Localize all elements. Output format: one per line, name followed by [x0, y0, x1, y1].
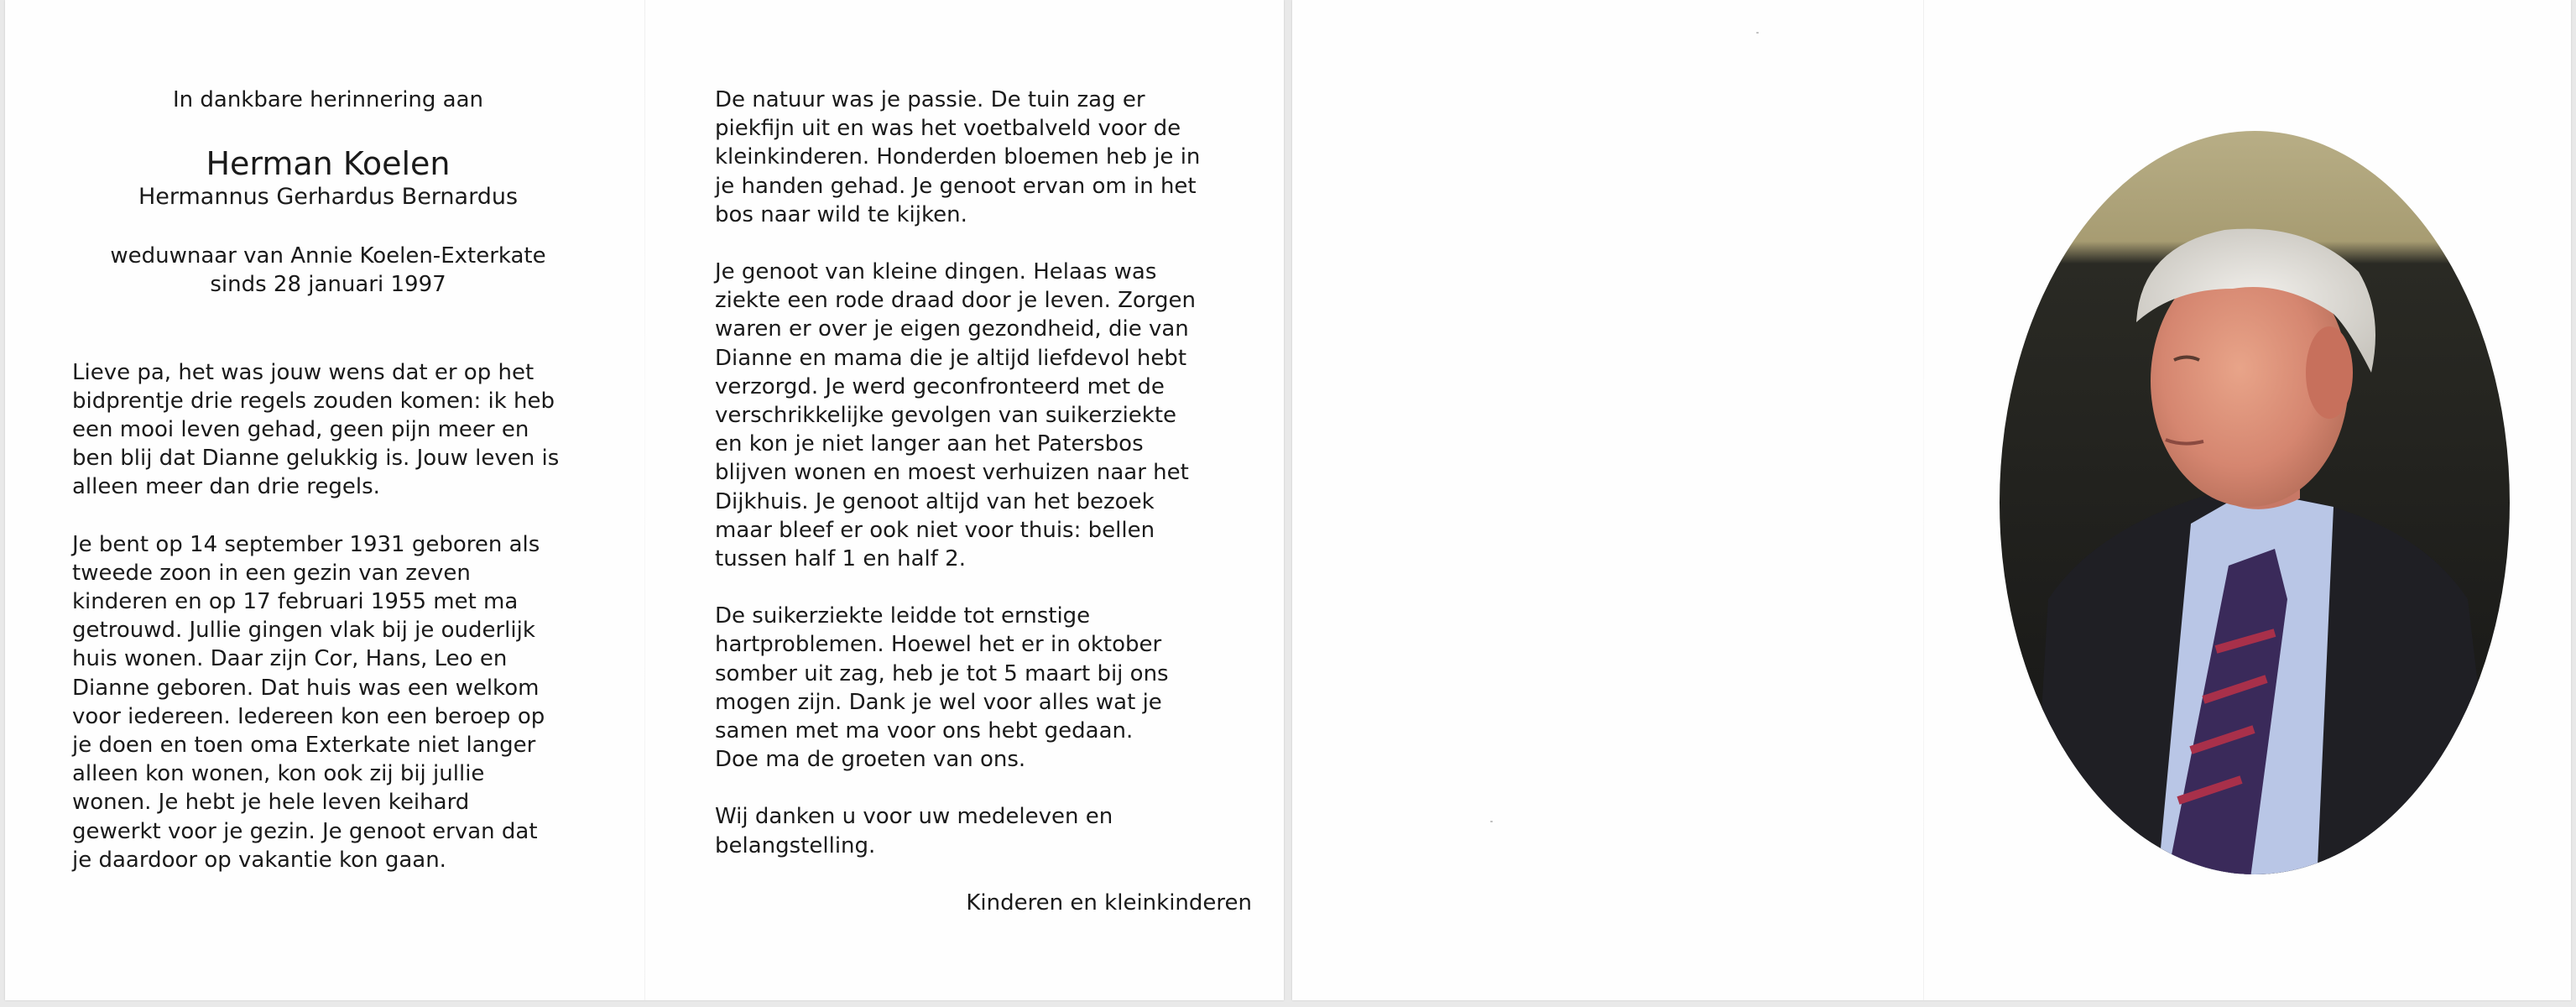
paper-speck	[1490, 821, 1493, 822]
page-1	[72, 86, 609, 874]
deceased-full-name: Hermannus Gerhardus Bernardus	[138, 184, 519, 211]
paragraph: De suikerziekte leidde tot ernstige hartproblemen. Hoewel het er in oktober somber uit zag, heb je tot 5 maart bij ons mogen zijn. Dank je wel voor alles wat je samen met ma voor ons hebt gedaan. Doe ma de groeten van ons.	[715, 603, 1169, 773]
portrait-photo	[1998, 129, 2511, 876]
paragraph: Je genoot van kleine dingen. Helaas was ziekte een rode draad door je leven. Zorgen waren er over je eigen gezondheid, die van Dianne en mama die je altijd liefdevol hebt verzorgd. Je werd geconfronteerd met de verschrikkelijke gevolgen van suikerziekte en kon je niet langer aan het Patersbos blijven wonen en moest verhuizen naar het Dijkhuis. Je genoot altijd van het bezoek maar bleef er ook niet voor thuis: bellen tussen half 1 en half 2.	[715, 259, 1197, 572]
deceased-name: Herman Koelen	[206, 145, 451, 183]
signature: Kinderen en kleinkinderen	[966, 890, 1252, 916]
paragraph: De natuur was je passie. De tuin zag er piekfijn uit en was het voetbalveld voor de kleinkinderen. Honderden bloemen heb je in je handen gehad. Je genoot ervan om in het bos naar wild te kijken.	[715, 87, 1201, 227]
fold-line	[644, 0, 645, 1000]
paragraph: Wij danken u voor uw medeleven en belangstelling.	[715, 804, 1113, 858]
left-card	[5, 0, 1284, 1000]
paragraph: Je bent op 14 september 1931 geboren als tweede zoon in een gezin van zeven kinderen en op 17 februari 1955 met ma getrouwd. Jullie gingen vlak bij je ouderlijk huis wonen. Daar zijn Cor, Hans, Leo en Dianne geboren. Dat huis was een welkom voor iedereen. Iedereen kon een beroep op je doen en toen oma Exterkate niet langer alleen kon wonen, kon ook zij bij jullie wonen. Je hebt je hele leven keihard gewerkt voor je gezin. Je genoot ervan dat je daardoor op vakantie kon gaan.	[72, 531, 545, 873]
portrait-image	[1998, 129, 2511, 876]
page-2	[715, 86, 1252, 917]
paper-speck	[1756, 32, 1759, 34]
paragraph: Lieve pa, het was jouw wens dat er op het bidprentje drie regels zouden komen: ik heb een mooi leven gehad, geen pijn meer en ben blij dat Dianne gelukkig is. Jouw leven is alleen meer dan drie regels.	[72, 359, 560, 500]
widower-text: weduwnaar van Annie Koelen-Exterkate sinds 28 januari 1997	[110, 243, 546, 298]
intro-text: In dankbare herinnering aan	[172, 87, 484, 112]
fold-line	[1923, 0, 1924, 1000]
